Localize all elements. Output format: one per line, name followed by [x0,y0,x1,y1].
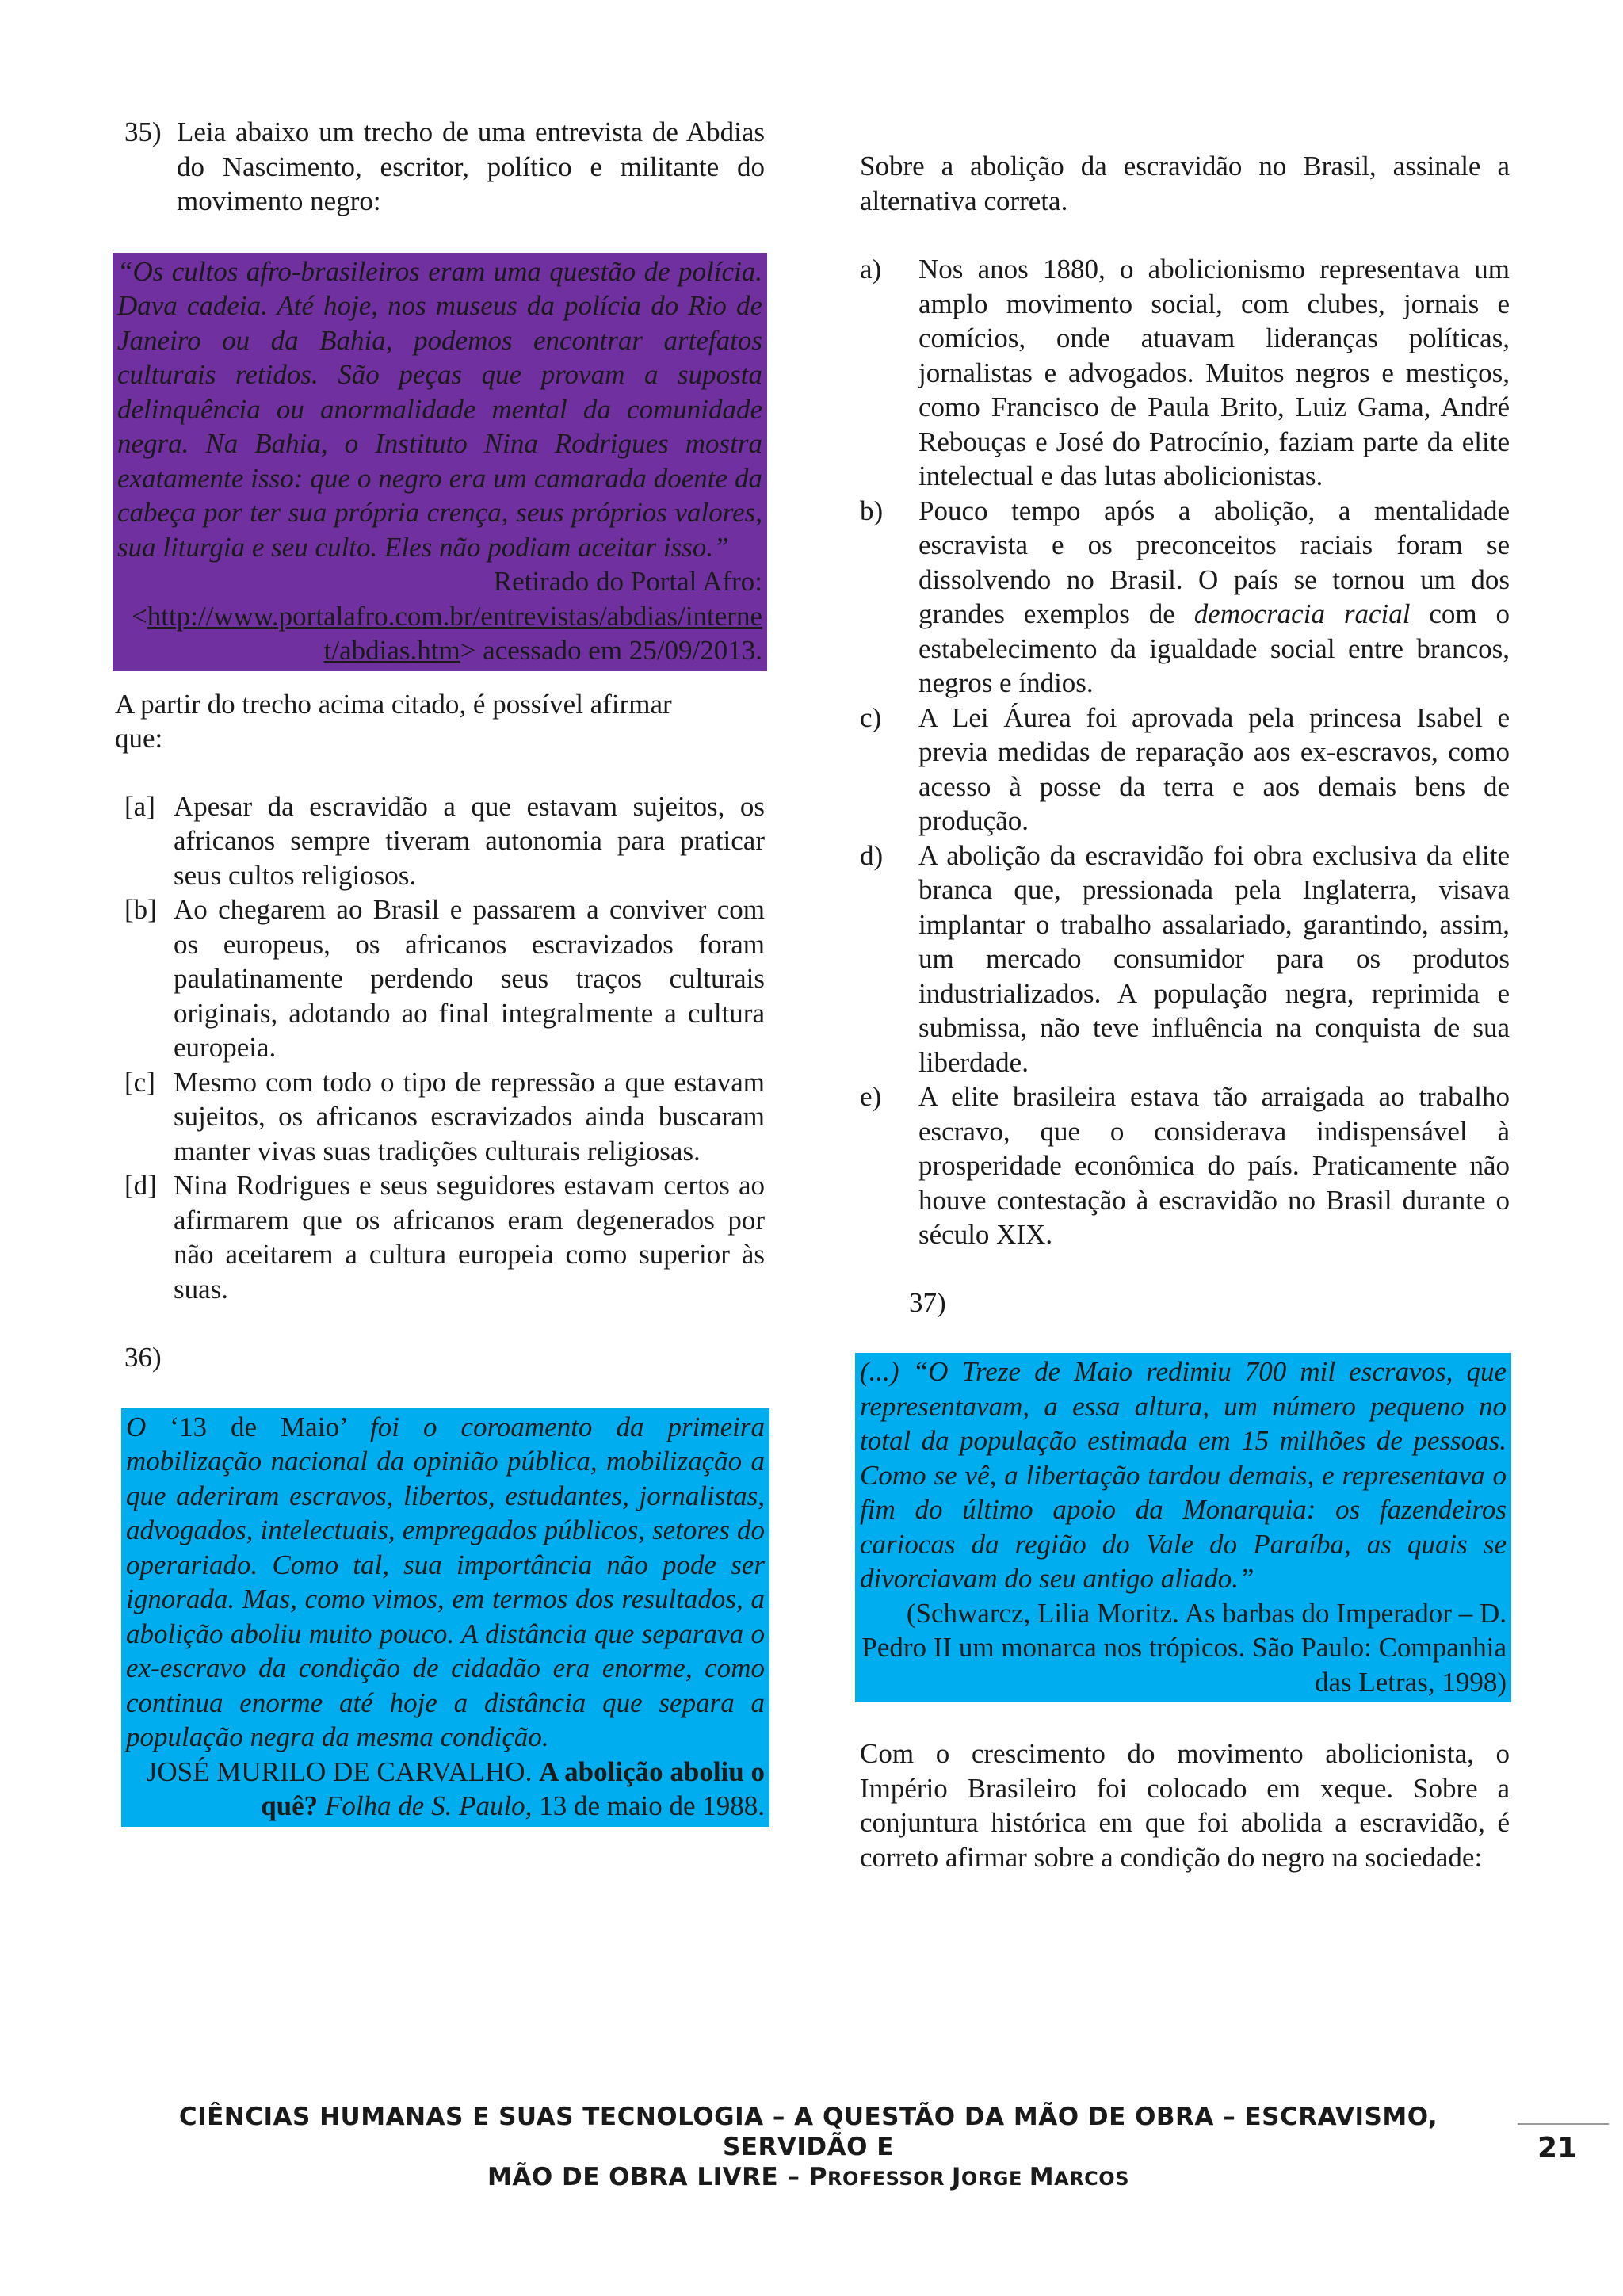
quote-box-carvalho [121,1408,769,1827]
option-label: d) [860,839,884,871]
option-label: a) [860,254,882,285]
footer-sc: P [808,2163,827,2191]
question-stem: A partir do trecho acima citado, é possível afirmar que: [115,688,672,754]
options-list-36 [860,252,1510,1252]
question-37-stem: Com o crescimento do movimento abolicionista, o Império Brasileiro foi colocado em xeque. Sobre a conjuntura histórica em que foi abolida a escravidão, é correto afirmar sobre a condição do negro na sociedade: [860,1738,1510,1873]
option-label: b) [860,495,884,526]
option-text: A abolição da escravidão foi obra exclusiva da elite branca que, pressionada pela Inglaterra, visava implantar o trabalho assalariado, garantindo, assim, um mercado consumidor para os produtos industrializados. A população negra, reprimida e submissa, não teve influência na conquista de sua liberdade. [918,839,1510,1078]
question-number: 35) [124,117,162,147]
quote-source-line: Retirado do Portal Afro: [493,566,762,597]
url-suffix: > acessado em 25/09/2013. [460,635,762,666]
option-e[interactable] [860,1079,1510,1252]
option-text: Mesmo com todo o tipo de repressão a que estavam sujeitos, os africanos escravizados ainda buscaram manter vivas suas tradições culturais religiosas. [174,1066,765,1167]
page-number: 21 [1537,2132,1578,2164]
quote-text [126,1410,765,1755]
option-c[interactable] [115,1065,765,1169]
option-label: [d] [124,1170,157,1201]
quote-citation [126,1755,765,1824]
quote-text: (...) “O Treze de Maio redimiu 700 mil escravos, que representavam, a essa altura, um número pequeno no total da população estimada em 15 milhões de pessoas. Como se vê, a libertação tardou demais, e representava o fim do último apoio da Monarquia: os fazendeiros cariocas da região do Vale do Paraíba, as quais se divorciavam do seu antigo aliado.” [860,1356,1507,1594]
page-footer [115,2102,1502,2194]
footer-line-1: CIÊNCIAS HUMANAS E SUAS TECNOLOGIA – A QUESTÃO DA MÃO DE OBRA – ESCRAVISMO, SERVIDÃO E [178,2103,1438,2161]
quote-box-abdias [113,253,767,671]
footer-sc: J [951,2163,961,2191]
footer-sc: ROFESSOR [827,2168,952,2190]
option-text: Nos anos 1880, o abolicionismo representava um amplo movimento social, com clubes, jornais e comícios, onde atuavam lideranças políticas, jornalistas e advogados. Muitos negros e mestiços, como Francisco de Paula Brito, Luiz Gama, André Rebouças e José do Patrocínio, faziam parte da elite intelectual e das lutas abolicionistas. [918,254,1510,491]
question-36-stem: Sobre a abolição da escravidão no Brasil, assinale a alternativa correta. [860,151,1510,216]
option-a[interactable] [860,252,1510,494]
option-c[interactable] [860,701,1510,839]
quote-source-url [117,599,762,668]
quote-rest: foi o coroamento da primeira mobilização nacional da opinião pública, mobilização a que aderiram escravos, libertos, estudantes, jornalistas, advogados, intelectuais, empregados públicos, setores do operariado. Como tal, sua importância não pode ser ignorada. Mas, como vimos, em termos dos resultados, a abolição aboliu muito pouco. A distância que separava o ex-escravo da condição de cidadão era enorme, como continua enorme até hoje a distância que separa a população negra da mesma condição. [126,1411,765,1752]
option-label: e) [860,1081,882,1112]
page-number-rule [1518,2123,1609,2125]
footer-line-2 [115,2162,1502,2194]
option-text: Apesar da escravidão a que estavam sujeitos, os africanos sempre tiveram autonomia para praticar seus cultos religiosos. [174,790,765,891]
option-label: [a] [124,790,155,822]
option-label: c) [860,701,882,733]
footer-sc: ARCOS [1054,2168,1129,2190]
option-text: Ao chegarem ao Brasil e passarem a conviver com os europeus, os africanos escravizados foram paulatinamente perdendo seus traços culturais originais, adotando ao final integralmente a cultura europeia. [174,894,765,1063]
right-column [860,115,1510,1874]
citation-author: JOSÉ MURILO DE CARVALHO. [146,1755,533,1787]
options-list-35 [115,789,765,1307]
quote-text: “Os cultos afro-brasileiros eram uma questão de polícia. Dava cadeia. Até hoje, nos museus da polícia do Rio de Janeiro ou da Bahia, podemos encontrar artefatos culturais retidos. São peças que provam a suposta delinquência ou anormalidade mental da comunidade negra. Na Bahia, o Instituto Nina Rodrigues mostra exatamente isso: que o negro era um camarada doente da cabeça por ter sua própria crença, seus próprios valores, sua liturgia e seu culto. Eles não podiam aceitar isso.” [117,255,762,563]
option-d[interactable] [860,839,1510,1080]
citation-title: A abolição aboliu o quê? [261,1755,765,1821]
citation-date: 13 de maio de 1988. [532,1790,765,1821]
footer-sc: M [1029,2163,1055,2191]
footer-course: MÃO DE OBRA LIVRE – [487,2163,809,2191]
left-column [115,115,765,1827]
option-text: A elite brasileira estava tão arraigada ao trabalho escravo, que o considerava indispensável à prosperidade econômica do país. Praticamente não houve contestação à escravidão no Brasil durante o século XIX. [918,1081,1510,1250]
option-d[interactable] [115,1168,765,1306]
option-text-before: Pouco tempo após a abolição, a mentalidade escravista e os preconceitos raciais foram se dissolvendo no Brasil. O país se tornou um dos grandes exemplos de [918,495,1510,629]
option-text [918,494,1510,701]
quote-box-schwarcz [855,1353,1511,1702]
option-text-italic: democracia racial [1193,598,1411,629]
question-37-number: 37) [909,1286,946,1318]
option-text: Nina Rodrigues e seus seguidores estavam certos ao afirmarem que os africanos eram degenerados por não aceitarem a cultura europeia como superior às suas. [174,1170,765,1305]
option-b[interactable] [860,494,1510,701]
quote-13-de-maio: ‘13 de Maio’ [146,1411,371,1442]
url-prefix: < [131,600,147,632]
footer-sc: ORGE [960,2168,1029,2190]
quote-source: (Schwarcz, Lilia Moritz. As barbas do Imperador – D. Pedro II um monarca nos trópicos. São Paulo: Companhia das Letras, 1998) [861,1597,1507,1698]
question-intro: Leia abaixo um trecho de uma entrevista de Abdias do Nascimento, escritor, político e militante do movimento negro: [177,117,765,216]
option-text: A Lei Áurea foi aprovada pela princesa Isabel e previa medidas de reparação aos ex-escravos, como acesso à posse da terra e aos demais bens de produção. [918,701,1510,836]
option-a[interactable] [115,789,765,893]
option-label: [b] [124,894,157,925]
option-text-after: com o estabelecimento da igualdade social entre brancos, negros e índios. [918,598,1510,698]
question-36-number: 36) [124,1342,162,1373]
option-b[interactable] [115,892,765,1065]
question-35-header [115,115,765,219]
quote-o: O [126,1411,147,1442]
source-link[interactable]: http://www.portalafro.com.br/entrevistas/abdias/internet/abdias.htm [147,600,762,666]
option-label: [c] [124,1066,155,1098]
citation-newspaper: Folha de S. Paulo, [324,1790,533,1821]
